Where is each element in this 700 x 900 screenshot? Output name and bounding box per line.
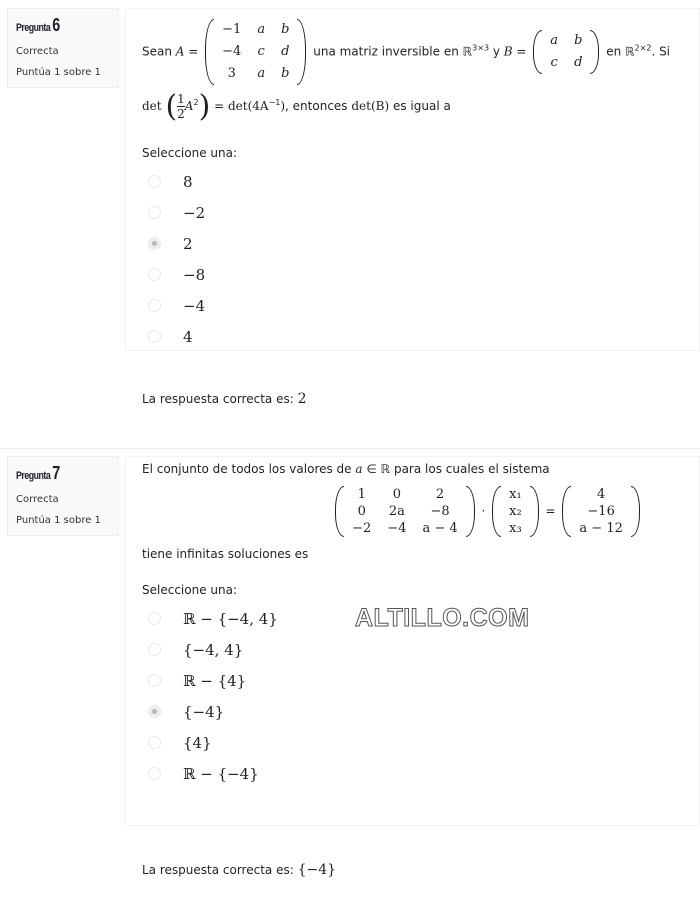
matrix-row	[344, 503, 466, 520]
question-number: 7	[52, 463, 60, 483]
math: A	[175, 44, 185, 59]
matrix-row	[501, 503, 530, 520]
matrix-row	[542, 30, 590, 52]
math: det	[142, 99, 162, 113]
radio-button[interactable]	[148, 206, 161, 219]
matrix-table	[542, 30, 590, 74]
option-label: 4	[183, 327, 193, 346]
matrix-cell: −2	[352, 521, 372, 536]
question-label	[16, 15, 98, 36]
divider	[0, 448, 700, 449]
matrix-cell: c	[257, 44, 265, 59]
vector-c	[562, 486, 639, 537]
text: =	[184, 44, 203, 59]
question-state: Correcta	[16, 494, 59, 505]
answer-value: 2	[297, 391, 307, 407]
radio-button[interactable]	[148, 268, 161, 281]
matrix-B	[533, 30, 599, 74]
math: =	[545, 504, 556, 518]
option-label: {−4}	[183, 702, 225, 721]
matrix-cell: a	[257, 66, 266, 81]
text: una matriz inversible en	[313, 44, 463, 59]
option-label: ℝ − {4}	[183, 671, 247, 690]
question-6-info	[7, 8, 119, 88]
radio-button[interactable]	[148, 674, 161, 687]
matrix-row	[501, 520, 530, 537]
radio-button[interactable]	[148, 237, 161, 250]
text: , entonces	[285, 99, 352, 113]
math: 3×3	[472, 43, 490, 53]
option-label: {−4, 4}	[183, 640, 244, 659]
question-7-text	[142, 462, 683, 476]
matrix-cell: b	[574, 33, 583, 48]
matrix-row	[571, 503, 630, 520]
options-list	[142, 166, 683, 352]
math: )	[280, 99, 286, 113]
system-equation	[292, 486, 683, 537]
matrix-cell: x₃	[509, 521, 522, 536]
math: B	[503, 44, 513, 59]
answer-option[interactable]	[142, 665, 683, 696]
text: tiene infinitas soluciones es	[142, 547, 309, 561]
radio-button[interactable]	[148, 612, 161, 625]
option-label: {4}	[183, 733, 212, 752]
math: A	[184, 99, 194, 113]
matrix-cell: a − 4	[422, 521, 458, 536]
matrix-cell: 3	[227, 66, 236, 81]
question-word: Pregunta	[16, 470, 51, 482]
math: det(B)	[351, 99, 390, 113]
math: = det(4A	[210, 99, 269, 113]
answer-option[interactable]	[142, 166, 683, 197]
text: y	[489, 44, 504, 59]
question-6-content	[125, 8, 700, 351]
select-label: Seleccione una:	[142, 583, 237, 597]
matrix-row	[571, 486, 630, 503]
math: 2	[193, 98, 199, 107]
matrix-cell: d	[574, 55, 583, 70]
option-label: −8	[183, 265, 206, 284]
answer-value: {−4}	[297, 862, 337, 878]
matrix-cell: 2	[435, 487, 445, 502]
text: para los cuales el sistema	[390, 462, 550, 476]
question-6-text-2: det ( $\frac{1}{2}$ $A^2) = \det(4A^{-1})$, entonces det(B) es igual a	[142, 89, 451, 124]
answer-option[interactable]	[142, 197, 683, 228]
matrix-table	[571, 486, 630, 537]
text: es igual a	[389, 99, 451, 113]
matrix-cell: 0	[392, 487, 402, 502]
text: . Si	[651, 44, 671, 59]
text: Sean	[142, 44, 176, 59]
question-number: 6	[52, 15, 60, 35]
option-label: −2	[183, 203, 206, 222]
radio-button[interactable]	[148, 736, 161, 749]
matrix-cell: a	[257, 22, 266, 37]
radio-button[interactable]	[148, 767, 161, 780]
matrix-cell: −1	[222, 22, 242, 37]
matrix-cell: 4	[596, 487, 606, 502]
matrix-cell: d	[281, 44, 290, 59]
math: ∈	[362, 462, 381, 476]
answer-option[interactable]	[142, 727, 683, 758]
answer-option[interactable]	[142, 290, 683, 321]
matrix-table	[344, 486, 466, 537]
radio-button[interactable]	[148, 175, 161, 188]
matrix-row	[214, 19, 297, 41]
matrix-row	[542, 52, 590, 74]
matrix-cell: x₁	[509, 487, 522, 502]
option-label: 8	[183, 172, 193, 191]
select-label: Seleccione una:	[142, 146, 237, 160]
option-label: ℝ − {−4}	[183, 764, 259, 783]
matrix-cell: −4	[387, 521, 407, 536]
watermark: ALTILLO.COM	[355, 604, 530, 632]
math: 2×2	[634, 43, 652, 53]
matrix-cell: a	[550, 33, 559, 48]
matrix-cell: b	[281, 66, 290, 81]
answer-option[interactable]	[142, 634, 683, 665]
option-label: −4	[183, 296, 206, 315]
option-label: ℝ − {−4, 4}	[183, 609, 278, 628]
matrix-cell: a − 12	[579, 521, 623, 536]
answer-option[interactable]	[142, 259, 683, 290]
math: ℝ	[380, 462, 391, 476]
matrix-cell: x₂	[509, 504, 522, 519]
math: ℝ	[462, 44, 473, 59]
radio-button[interactable]	[148, 705, 161, 718]
matrix-table	[214, 19, 297, 85]
math: ℝ	[625, 44, 635, 59]
question-6-text: Sean A = −1 a b −4 c d 3 a b una matriz inversible en ℝ$^{3\times 3}$ y B = a b c d en ℝ$^{2\times 2}$. Si	[142, 19, 683, 85]
answer-option[interactable]	[142, 696, 683, 727]
matrix-cell: −4	[222, 44, 242, 59]
numerator: 1	[177, 92, 185, 106]
radio-button[interactable]	[148, 643, 161, 656]
math: −1	[268, 98, 281, 107]
correct-answer	[142, 862, 336, 878]
matrix-row	[214, 63, 297, 85]
matrix-cell: 2a	[388, 504, 405, 519]
matrix-A	[205, 19, 306, 85]
vector-x	[492, 486, 539, 537]
question-word: Pregunta	[16, 22, 51, 34]
matrix-row	[214, 41, 297, 63]
math: ·	[481, 504, 486, 518]
matrix-cell: 0	[357, 504, 366, 519]
matrix-row	[571, 520, 630, 537]
matrix-row	[344, 520, 466, 537]
answer-option[interactable]	[142, 228, 683, 259]
text: en	[606, 44, 626, 59]
answer-label: La respuesta correcta es:	[142, 863, 298, 877]
matrix-cell: −8	[430, 504, 450, 519]
matrix-cell: b	[281, 22, 290, 37]
question-7-info	[7, 456, 119, 536]
option-label: 2	[183, 234, 193, 253]
math: a	[355, 462, 363, 476]
radio-button[interactable]	[148, 299, 161, 312]
matrix-cell: c	[550, 55, 558, 70]
matrix-row	[344, 486, 466, 503]
denominator: 2	[177, 107, 185, 121]
matrix-coefficients	[335, 486, 475, 537]
question-7-content	[125, 456, 700, 826]
question-label	[16, 463, 98, 484]
question-grade: Puntúa 1 sobre 1	[16, 67, 101, 78]
question-grade: Puntúa 1 sobre 1	[16, 515, 101, 526]
answer-label: La respuesta correcta es:	[142, 392, 298, 406]
matrix-table	[501, 486, 530, 537]
matrix-row	[501, 486, 530, 503]
answer-option[interactable]	[142, 758, 683, 789]
correct-answer	[142, 391, 307, 407]
matrix-cell: −16	[587, 504, 615, 519]
fraction	[177, 92, 185, 121]
answer-option[interactable]	[142, 321, 683, 352]
radio-button[interactable]	[148, 330, 161, 343]
matrix-cell: 1	[357, 487, 366, 502]
question-state: Correcta	[16, 46, 59, 57]
text: El conjunto de todos los valores de	[142, 462, 356, 476]
